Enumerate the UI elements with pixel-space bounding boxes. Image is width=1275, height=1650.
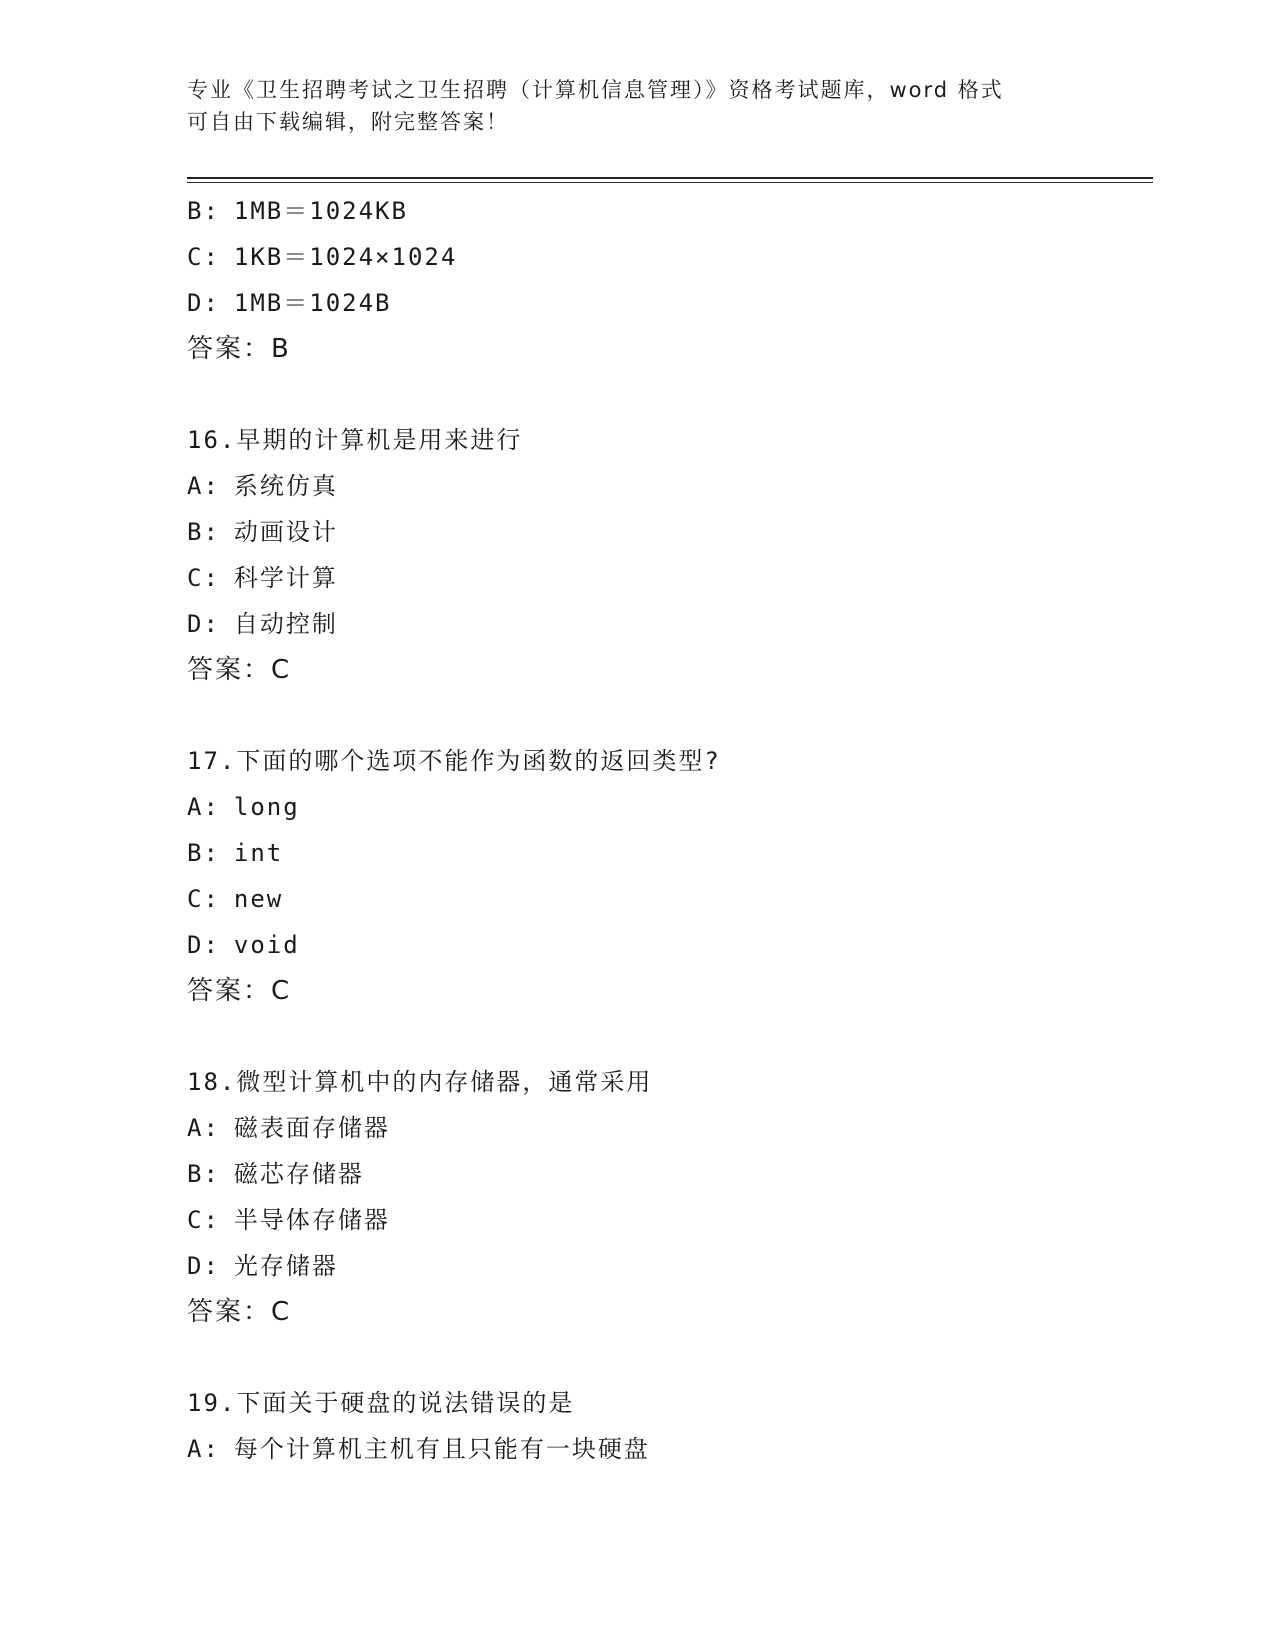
option-text: 1MB＝1024B: [233, 289, 392, 317]
question-17: [187, 738, 1147, 1014]
option-text: long: [233, 793, 300, 821]
option-b: [187, 509, 1147, 555]
option-text: new: [233, 885, 284, 913]
question-list: [187, 188, 1147, 1472]
question-partial: [187, 188, 1147, 372]
option-text: 磁表面存储器: [233, 1114, 390, 1142]
option-label: D:: [187, 1252, 220, 1280]
option-d: [187, 280, 1147, 326]
option-c: [187, 555, 1147, 601]
question-19: [187, 1380, 1147, 1472]
option-d: [187, 1243, 1147, 1289]
option-c: [187, 234, 1147, 280]
header-line-1: 专业《卫生招聘考试之卫生招聘（计算机信息管理）》资格考试题库，word 格式: [187, 78, 1004, 102]
answer-line: 答案：C: [187, 655, 292, 685]
question-stem: 16.早期的计算机是用来进行: [187, 426, 523, 454]
option-label: C:: [187, 243, 220, 271]
option-text: void: [233, 931, 300, 959]
option-text: 1MB＝1024KB: [233, 197, 408, 225]
question-stem: 17.下面的哪个选项不能作为函数的返回类型?: [187, 747, 721, 775]
option-label: C:: [187, 564, 220, 592]
question-18: [187, 1059, 1147, 1335]
option-text: 系统仿真: [233, 472, 338, 500]
option-label: B:: [187, 839, 220, 867]
option-d: [187, 601, 1147, 647]
option-b: [187, 188, 1147, 234]
answer-line: 答案：C: [187, 1297, 292, 1327]
option-label: D:: [187, 289, 220, 317]
option-label: D:: [187, 931, 220, 959]
question-stem: 18.微型计算机中的内存储器，通常采用: [187, 1068, 653, 1096]
option-label: D:: [187, 610, 220, 638]
option-text: 动画设计: [233, 518, 338, 546]
option-c: [187, 876, 1147, 922]
option-c: [187, 1197, 1147, 1243]
option-b: [187, 830, 1147, 876]
option-label: B:: [187, 518, 220, 546]
document-header: [187, 74, 1067, 138]
answer-line: 答案：C: [187, 976, 292, 1006]
option-a: [187, 784, 1147, 830]
answer-line: 答案：B: [187, 334, 291, 364]
option-label: B:: [187, 197, 220, 225]
option-label: A:: [187, 793, 220, 821]
option-b: [187, 1151, 1147, 1197]
option-text: 磁芯存储器: [233, 1160, 364, 1188]
option-text: 半导体存储器: [233, 1206, 390, 1234]
option-label: A:: [187, 1114, 220, 1142]
option-label: C:: [187, 1206, 220, 1234]
option-text: 每个计算机主机有且只能有一块硬盘: [233, 1435, 650, 1463]
option-text: 科学计算: [233, 564, 338, 592]
option-text: 自动控制: [233, 610, 338, 638]
option-label: C:: [187, 885, 220, 913]
header-line-2: 可自由下载编辑，附完整答案！: [187, 110, 509, 134]
option-label: B:: [187, 1160, 220, 1188]
question-16: [187, 417, 1147, 693]
option-text: 光存储器: [233, 1252, 338, 1280]
option-a: [187, 1426, 1147, 1472]
option-a: [187, 463, 1147, 509]
option-text: 1KB＝1024×1024: [233, 243, 458, 271]
option-d: [187, 922, 1147, 968]
option-a: [187, 1105, 1147, 1151]
option-label: A:: [187, 472, 220, 500]
option-text: int: [233, 839, 284, 867]
option-label: A:: [187, 1435, 220, 1463]
header-divider: [187, 177, 1153, 183]
question-stem: 19.下面关于硬盘的说法错误的是: [187, 1389, 575, 1417]
